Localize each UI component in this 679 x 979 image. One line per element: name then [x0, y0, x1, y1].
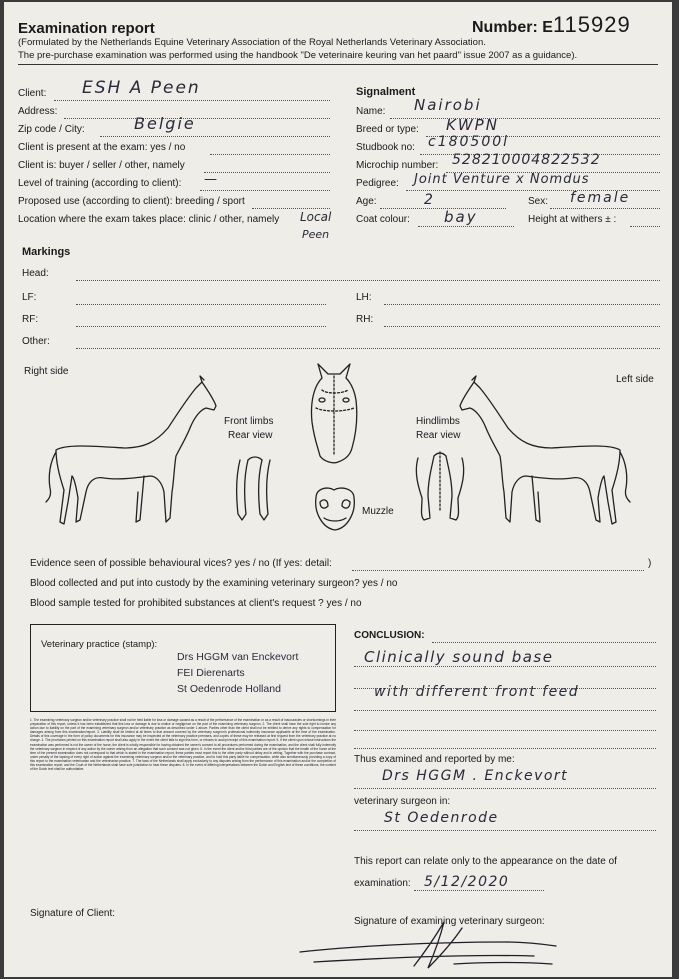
horse-head-front-view: [311, 364, 356, 463]
veterinary-surgeon-in-value: St Oedenrode: [384, 810, 499, 826]
markings-rf-label: RF:: [22, 314, 39, 325]
markings-lf-label: LF:: [22, 292, 37, 303]
proposed-use-label: Proposed use (according to client): breeding / sport: [18, 196, 245, 207]
training-label: Level of training (according to client):: [18, 178, 182, 189]
hind-limbs-rear-view: [416, 452, 463, 520]
report-number-label: Number: E: [472, 19, 553, 36]
report-number: [472, 12, 631, 38]
microchip-value: 528210004822532: [452, 152, 601, 168]
horse-diagram: [4, 352, 672, 552]
age-label: Age:: [356, 196, 377, 207]
studbook-value: c180500l: [428, 134, 510, 150]
studbook-label: Studbook no:: [356, 142, 415, 153]
client-label: Client:: [18, 88, 47, 99]
markings-rh-label: RH:: [356, 314, 374, 325]
examination-date-label: examination:: [354, 878, 411, 889]
breed-value: KWPN: [446, 116, 499, 134]
disclaimer-text: This report can relate only to the appearance on the date of: [354, 856, 617, 867]
report-subtitle-1: (Formulated by the Netherlands Equine Veterinary Association of the Royal Netherlands Veterinary Association.: [18, 37, 486, 48]
question-blood-tested: Blood sample tested for prohibited substances at client's request ? yes / no: [30, 598, 362, 609]
conclusion-heading: CONCLUSION:: [354, 630, 425, 641]
examination-report-page: [4, 2, 672, 977]
terms-fine-print: 1. The examining veterinary surgeon and/or veterinary practice shall not be held liable for loss or damage caused as a result of the performance of the examination or as a result of inaccuracies or shortcomings in their preparation of this report, unless it has been established that this loss or damage is due to malice or negligence on the part of the examining veterinary surgeon. 2. The client shall have the sole right to invoke any action due to liability on the part of the examining veterinary surgeon and/or veterinary practice as described under 1 above. Parties other than the client shall not be entitled to derive any rights to compensation for damages arising from this examination/report. 3. Liability shall be limited at all times to that amount covered by the veterinary surgeon's professional indemnity insurance applicable at the time of the examination. Details of this coverage in the form of policy documents for this insurance may be inspected at the veterinary practice premises, and copies of these may be released at first request from the veterinary practice at no charge. 4. The provisions printed on this examination report shall also apply in the event the client fails to sign this form, or refuses to accept receipt of this examination report. 5. If the client upon whose instructions the examination was performed is not the owner of the horse, the client is wholly responsible for having obtained the owner's consent to all procedures performed during the examination, and the client shall fully indemnify the veterinary surgeon in respect of any action by the owner arising from an allegation that such consent was not given. 6. In the event the client and/or third parties are of the opinion that the health of the horse at the time of the present examination does not correspond to that which is stated in the examination report, these parties must report this to the other party without delay and in writing. Together with the purchase contract, under penalty of the lapsing of every right of action against the examining veterinary surgeon and/or the veterinary practice, and to hold this party liable for compensation, while also simultaneously providing a copy of this report to the examination veterinarian and the veterinarian practice. 7. The laws of the Netherlands shall apply exclusively to any disputes arising from the performance of this examination and/or the completion of this examination report, and the Court of the Netherlands shall have sole jurisdiction to hear these disputes. 8. In the event of differing interpretations between the Dutch and English text of these conditions, the content of the Dutch text shall be authoritative.: [30, 718, 336, 772]
question-blood-collected: Blood collected and put into custody by the examining veterinary surgeon? yes / no: [30, 578, 398, 589]
stamp-line-3: St Oedenrode Holland: [177, 683, 281, 695]
question-behavioural-vices: Evidence seen of possible behavioural vices? yes / no (If yes: detail:: [30, 558, 332, 569]
horse-name-label: Name:: [356, 106, 386, 117]
conclusion-line-1: Clinically sound base: [364, 648, 554, 666]
location-label: Location where the exam takes place: clinic / other, namely: [18, 214, 280, 225]
pedigree-value: Joint Venture x Nomdus: [414, 172, 590, 187]
left-side-horse-outline: [460, 376, 630, 524]
signature-client-label: Signature of Client:: [30, 908, 116, 919]
address-label: Address:: [18, 106, 58, 117]
height-label: Height at withers ± :: [528, 214, 617, 225]
sex-value: female: [570, 190, 631, 206]
examined-by-label: Thus examined and reported by me:: [354, 754, 515, 765]
markings-lh-label: LH:: [356, 292, 372, 303]
coat-colour-value: bay: [444, 208, 478, 226]
client-value: ESH A Peen: [82, 78, 201, 98]
examined-by-value: Drs HGGM . Enckevort: [382, 768, 569, 784]
zip-city-label: Zip code / City:: [18, 124, 85, 135]
client-is-label: Client is: buyer / seller / other, namely: [18, 160, 185, 171]
veterinary-surgeon-signature: [294, 918, 594, 974]
pedigree-label: Pedigree:: [356, 178, 399, 189]
veterinary-practice-stamp-box: [30, 624, 336, 712]
location-value-2: Peen: [302, 228, 330, 241]
left-side-label: Left side: [616, 374, 654, 385]
hind-rear-view-label: Rear view: [416, 430, 461, 441]
breed-label: Breed or type:: [356, 124, 419, 135]
conclusion-line-2: with different front feed: [374, 684, 580, 700]
coat-colour-label: Coat colour:: [356, 214, 410, 225]
signature-vet-label: Signature of examining veterinary surgeon:: [354, 916, 545, 927]
front-limbs-rear-view: [237, 457, 270, 520]
report-number-value: 115929: [552, 12, 631, 37]
markings-other-label: Other:: [22, 336, 50, 347]
front-rear-view-label: Rear view: [228, 430, 273, 441]
markings-heading: Markings: [22, 246, 71, 258]
hind-limbs-label: Hindlimbs: [416, 416, 460, 427]
examination-date-value: 5/12/2020: [424, 874, 510, 890]
stamp-label: Veterinary practice (stamp):: [41, 639, 158, 650]
right-side-label: Right side: [24, 366, 69, 377]
stamp-line-1: Drs HGGM van Enckevort: [177, 651, 299, 663]
stamp-line-2: FEI Dierenarts: [177, 667, 245, 679]
training-value: —: [204, 172, 219, 187]
horse-name-value: Nairobi: [414, 96, 482, 114]
sex-label: Sex:: [528, 196, 549, 207]
signalment-heading: Signalment: [356, 86, 416, 98]
question-behavioural-vices-end: ): [648, 558, 652, 569]
front-limbs-label: Front limbs: [224, 416, 274, 427]
right-side-horse-outline: [46, 376, 216, 524]
age-value: 2: [424, 192, 435, 208]
report-title: Examination report: [18, 20, 155, 37]
client-present-label: Client is present at the exam: yes / no: [18, 142, 186, 153]
veterinary-surgeon-in-label: veterinary surgeon in:: [354, 796, 451, 807]
header-rule: [18, 64, 658, 65]
markings-head-label: Head:: [22, 268, 49, 279]
microchip-label: Microchip number:: [356, 160, 439, 171]
zip-city-value: Belgie: [134, 114, 196, 133]
report-subtitle-2: The pre-purchase examination was performed using the handbook "De veterinaire keuring van het paard" issue 2007 as a guidance).: [18, 50, 578, 61]
muzzle-label: Muzzle: [362, 506, 394, 517]
location-value-1: Local: [300, 210, 332, 224]
muzzle-outline: [316, 488, 355, 530]
